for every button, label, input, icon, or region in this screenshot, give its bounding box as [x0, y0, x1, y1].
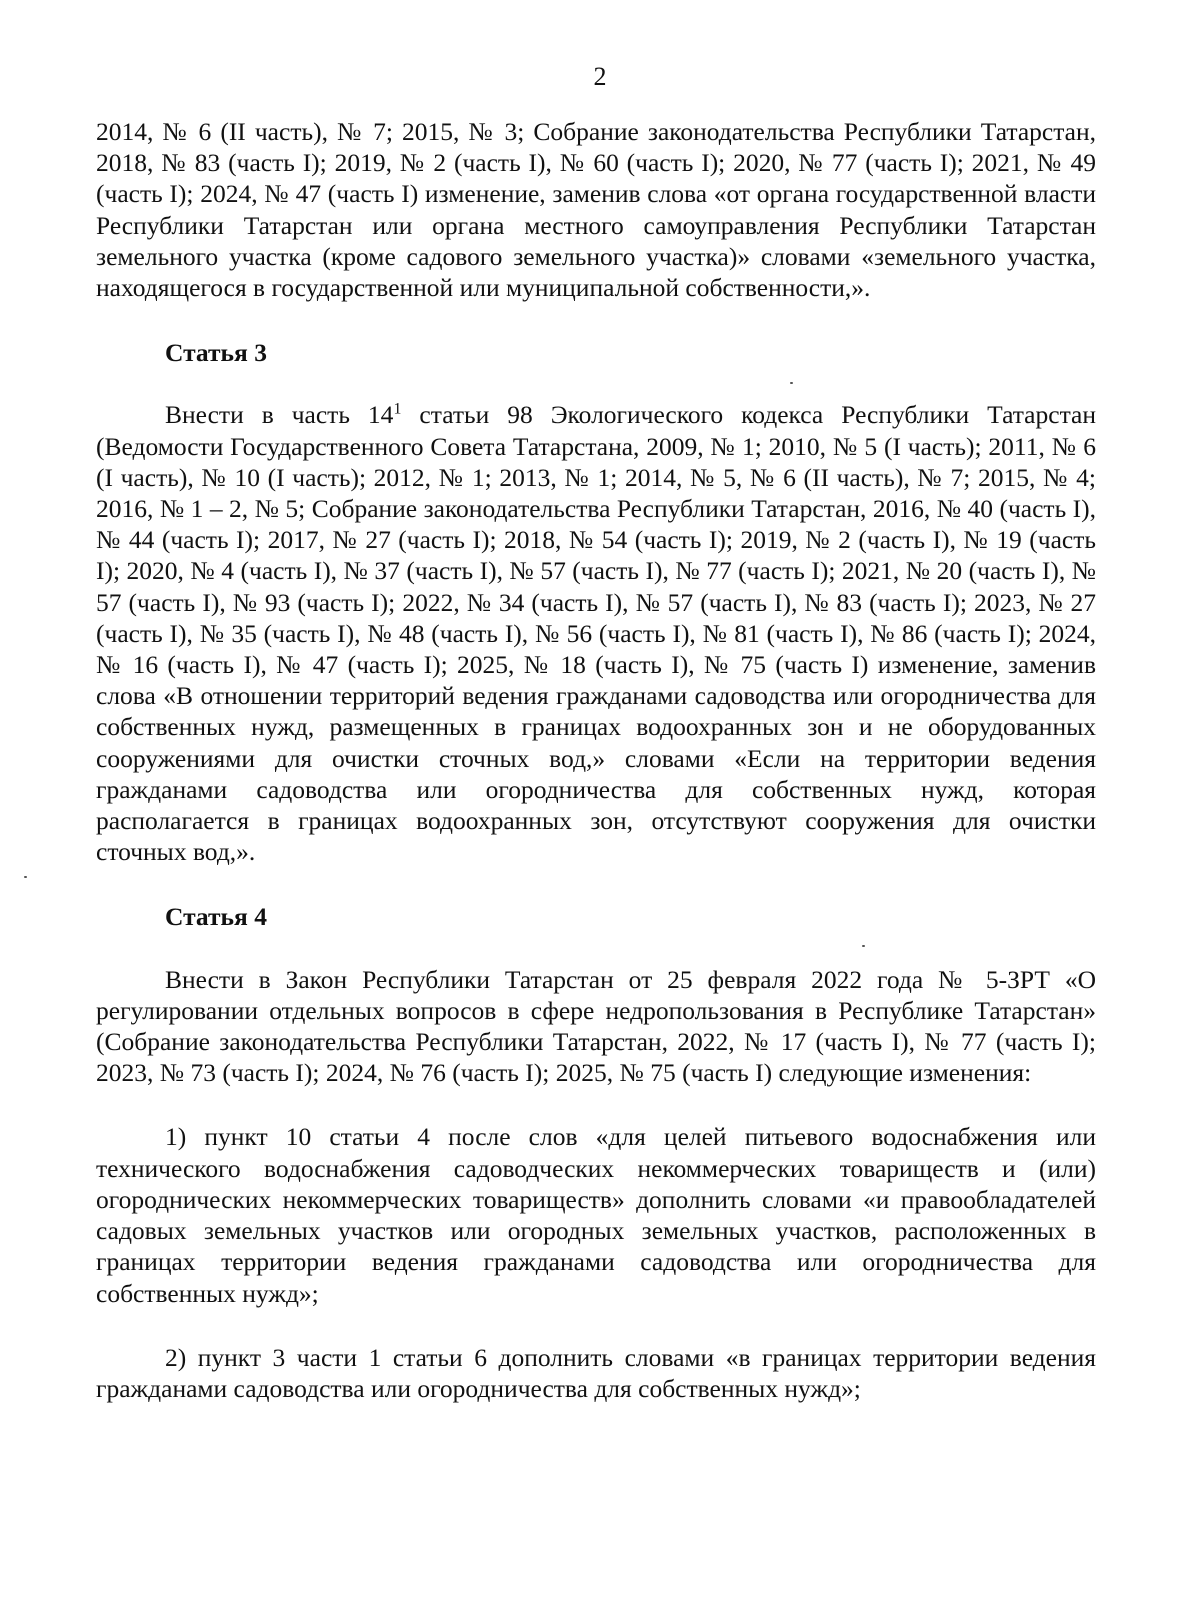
article-4-item-2: 2) пункт 3 части 1 статьи 6 дополнить словами «в границах территории ведения гражданами садоводства или огородничества для собственных нужд»;	[96, 1342, 1096, 1403]
article-3-superscript: 1	[393, 400, 402, 418]
intro-paragraph: 2014, № 6 (II часть), № 7; 2015, № 3; Собрание законодательства Республики Татарстан, 2018, № 83 (часть I); 2019, № 2 (часть I), № 60 (часть I); 2020, № 77 (часть I); 2021, № 49 (часть I); 2024, № 47 (часть I) изменение, заменив слова «от органа государственной власти Республики Татарстан или органа местного самоуправления Республики Татарстан земельного участка (кроме садового земельного участка)» словами «земельного участка, находящегося в государственной или муниципальной собственности,».	[96, 117, 1096, 303]
article-4-intro: Внести в Закон Республики Татарстан от 25 февраля 2022 года № 5-ЗРТ «О регулировании отдельных вопросов в сфере недропользования в Республике Татарстан» (Собрание законодательства Республики Татарстан, 2022, № 17 (часть I), № 77 (часть I); 2023, № 73 (часть I); 2024, № 76 (часть I); 2025, № 75 (часть I) следующие изменения:	[96, 964, 1096, 1088]
page-number: 2	[593, 62, 607, 91]
scan-speck	[24, 876, 27, 878]
article-3-text-start: Внести в часть 14	[165, 400, 394, 430]
article-3-text-rest: статьи 98 Экологического кодекса Республики Татарстан (Ведомости Государственного Совета Татарстана, 2009, № 1; 2010, № 5 (I часть); 2011, № 6 (I часть), № 10 (I часть); 2012, № 1; 2013, № 1; 2014, № 5, № 6 (II часть), № 7; 2015, № 4; 2016, № 1 – 2, № 5; Собрание законодательства Республики Татарстан, 2016, № 40 (часть I), № 44 (часть I); 2017, № 27 (часть I); 2018, № 54 (часть I); 2019, № 2 (часть I), № 19 (часть I); 2020, № 4 (часть I), № 37 (часть I), № 57 (часть I), № 77 (часть I); 2021, № 20 (часть I), № 57 (часть I), № 93 (часть I); 2022, № 34 (часть I), № 57 (часть I), № 83 (часть I); 2023, № 27 (часть I), № 35 (часть I), № 48 (часть I), № 56 (часть I), № 81 (часть I), № 86 (часть I); 2024, № 16 (часть I), № 47 (часть I); 2025, № 18 (часть I), № 75 (часть I) изменение, заменив слова «В отношении территорий ведения гражданами садоводства или огородничества для собственных нужд, размещенных в границах водоохранных зон и не оборудованных сооружениями для очистки сточных вод,» словами «Если на территории ведения гражданами садоводства или огородничества для собственных нужд, которая располагается в границах водоохранных зон, отсутствуют сооружения для очистки сточных вод,».	[96, 400, 1096, 867]
document-body	[96, 116, 1096, 1404]
article-4-item-1: 1) пункт 10 статьи 4 после слов «для целей питьевого водоснабжения или технического водоснабжения садоводческих некоммерческих товариществ и (или) огороднических некоммерческих товариществ» дополнить словами «и правообладателей садовых земельных участков или огородных земельных участков, расположенных в границах территории ведения гражданами садоводства или огородничества для собственных нужд»;	[96, 1122, 1096, 1308]
scan-speck	[790, 382, 793, 384]
article-4-heading: Статья 4	[165, 902, 267, 932]
scan-speck	[862, 945, 865, 947]
article-3-paragraph	[96, 399, 1096, 867]
article-3-heading: Статья 3	[165, 338, 267, 368]
